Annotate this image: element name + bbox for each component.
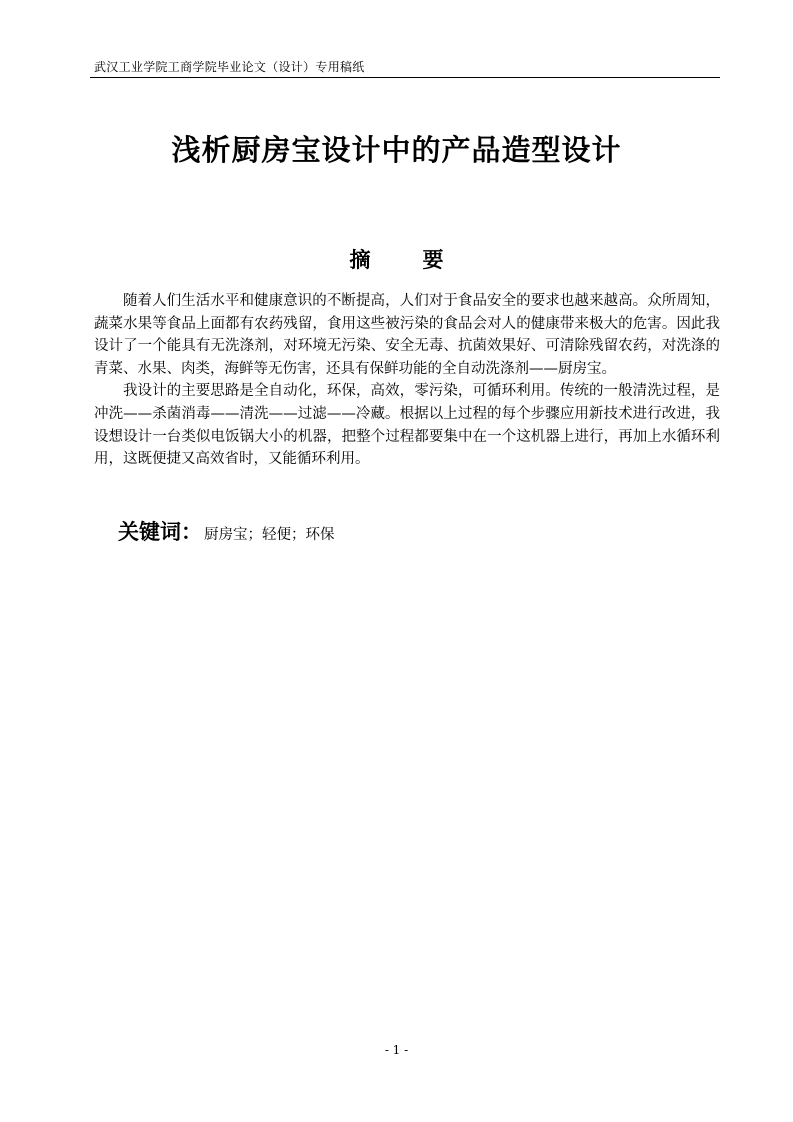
keywords-line (118, 516, 335, 546)
abstract-heading (0, 244, 793, 274)
abstract-heading-char-1: 摘 (349, 248, 371, 272)
running-header: 武汉工业学院工商学院毕业论文（设计）专用稿纸 (94, 60, 365, 74)
keywords-value: 厨房宝；轻便；环保 (204, 527, 335, 543)
abstract-body (94, 290, 720, 471)
abstract-paragraph: 我设计的主要思路是全自动化，环保，高效，零污染，可循环利用。传统的一般清洗过程，是冲洗——杀菌消毒——清洗——过滤——冷藏。根据以上过程的每个步骤应用新技术进行改进，我设想设计一台类似电饭锅大小的机器，把整个过程都要集中在一个这机器上进行，再加上水循环利用，这既便捷又高效省时，又能循环利用。 (94, 383, 720, 468)
document-title: 浅析厨房宝设计中的产品造型设计 (171, 133, 622, 167)
abstract-paragraph: 随着人们生活水平和健康意识的不断提高，人们对于食品安全的要求也越来越高。众所周知，蔬菜水果等食品上面都有农药残留，食用这些被污染的食品会对人的健康带来极大的危害。因此我设计了一个能具有无洗涤剂，对环境无污染、安全无毒、抗菌效果好、可清除残留农药，对洗涤的青菜、水果、肉类，海鲜等无伤害，还具有保鲜功能的全自动洗涤剂——厨房宝。 (94, 293, 720, 377)
keywords-label: 关键词： (118, 520, 202, 544)
abstract-heading-char-2: 要 (422, 248, 444, 272)
header-divider (90, 77, 720, 78)
page-number: - 1 - (384, 1043, 409, 1057)
